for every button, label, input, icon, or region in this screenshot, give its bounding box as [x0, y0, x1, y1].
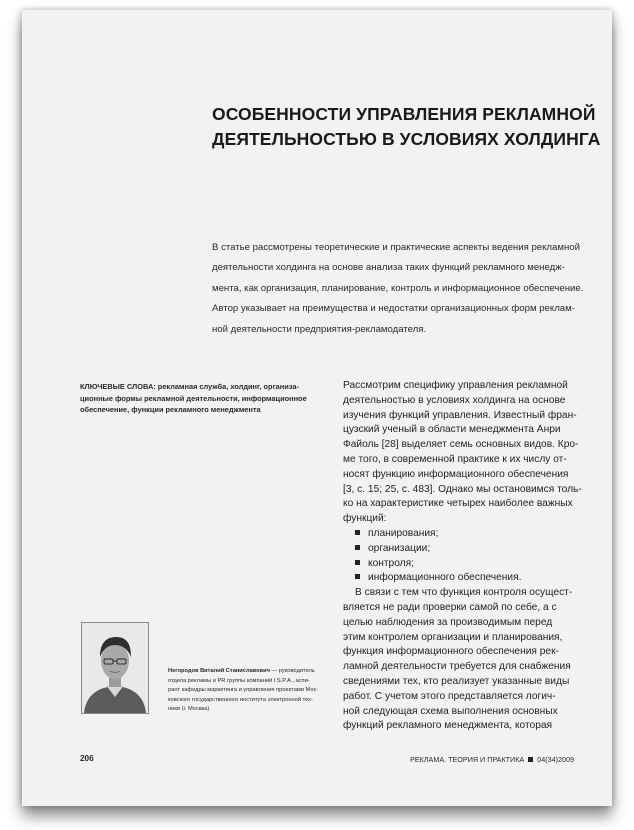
journal-page — [22, 10, 612, 806]
body-line: Файоль [28] выделяет семь основных видов. Кро- — [343, 439, 579, 451]
author-bio-line: — руководитель — [269, 668, 315, 674]
author-portrait-graphic — [82, 623, 148, 713]
body-line: ной следующая схема выполнения основных — [343, 705, 558, 717]
body-line: работ. С учетом этого представляется логич- — [343, 690, 556, 702]
author-bio-line: рант кафедры маркетинга и управления проектами Мос- — [168, 687, 319, 694]
list-item-text: информационного обеспечения. — [368, 572, 522, 584]
article-title — [212, 102, 601, 152]
list-item — [343, 557, 593, 572]
running-footer — [410, 755, 574, 764]
abstract-line: В статье рассмотрены теоретические и практические аспекты ведения рекламной — [212, 242, 580, 253]
journal-issue: 04(34)2009 — [537, 755, 574, 764]
square-bullet-icon — [355, 530, 360, 535]
body-line: вляется не ради проверки самой по себе, а с — [343, 601, 557, 613]
body-line: функций рекламного менеджмента, которая — [343, 720, 553, 732]
keywords-line: обеспечение, функции рекламного менеджмента — [80, 405, 261, 414]
body-line: Рассмотрим специфику управления рекламной — [343, 380, 568, 391]
body-line: деятельностью в условиях холдинга на основе — [343, 394, 566, 406]
square-separator-icon — [528, 757, 533, 762]
body-line: целью наблюдения за производимым перед — [343, 616, 553, 628]
author-bio-line: ники (г. Москва) — [168, 706, 210, 713]
keywords-line: КЛЮЧЕВЫЕ СЛОВА: рекламная служба, холдинг, организа- — [80, 382, 299, 391]
article-body — [343, 379, 593, 734]
square-bullet-icon — [355, 545, 360, 550]
list-item-text: организации; — [368, 542, 431, 554]
body-line: цузский ученый в области менеджмента Анри — [343, 424, 561, 436]
keywords-line: ционные формы рекламной деятельности, информационное — [80, 393, 307, 403]
square-bullet-icon — [355, 574, 360, 579]
list-item-text: планирования; — [368, 527, 439, 539]
body-line: ме того, в современной практике к их числу от- — [343, 453, 567, 465]
abstract-line: ной деятельности предприятия-рекламодателя. — [212, 323, 427, 335]
body-line: ко на характеристике четырех наиболее важных — [343, 498, 573, 510]
article-abstract — [212, 238, 590, 340]
list-item — [343, 571, 593, 586]
list-item — [343, 527, 593, 542]
body-line: сведениями тех, кто реализует указанные виды — [343, 675, 570, 687]
abstract-line: Автор указывает на преимущества и недостатки организационных форм реклам- — [212, 303, 575, 315]
author-name: Негородов Виталий Станиславович — [168, 668, 270, 674]
author-bio-line: отдела рекламы и PR группы компаний I.S.P.A., аспи- — [168, 677, 310, 684]
page-number: 206 — [80, 754, 94, 763]
body-line: изучения функций управления. Известный фран- — [343, 409, 577, 421]
body-line: носят функцию информационного обеспечения — [343, 468, 569, 480]
body-line: ламной деятельности требуется для снабжения — [343, 661, 571, 673]
square-bullet-icon — [355, 560, 360, 565]
abstract-line: мента, как организация, планирование, контроль и информационное обеспечение. — [212, 282, 584, 294]
author-portrait-icon — [81, 622, 149, 714]
keywords-block — [80, 381, 330, 416]
author-bio-line: ковского государственного института электронной тех- — [168, 696, 313, 703]
body-line: [3, с. 15; 25, с. 483]. Однако мы остановимся толь- — [343, 483, 582, 495]
abstract-line: деятельности холдинга на основе анализа таких функций рекламного менедж- — [212, 262, 565, 274]
body-line: этим контролем организации и планирования, — [343, 631, 563, 643]
body-line: В связи с тем что функция контроля осущест- — [355, 587, 573, 599]
journal-name: РЕКЛАМА. ТЕОРИЯ И ПРАКТИКА — [410, 755, 525, 764]
list-item — [343, 542, 593, 557]
author-info — [168, 667, 328, 715]
list-item-text: контроля; — [368, 557, 414, 569]
body-line: функция информационного обеспечения рек- — [343, 646, 559, 658]
body-line: функций: — [343, 513, 387, 525]
title-line: ОСОБЕННОСТИ УПРАВЛЕНИЯ РЕКЛАМНОЙ — [212, 104, 596, 124]
title-line: ДЕЯТЕЛЬНОСТЬЮ В УСЛОВИЯХ ХОЛДИНГА — [212, 129, 601, 149]
